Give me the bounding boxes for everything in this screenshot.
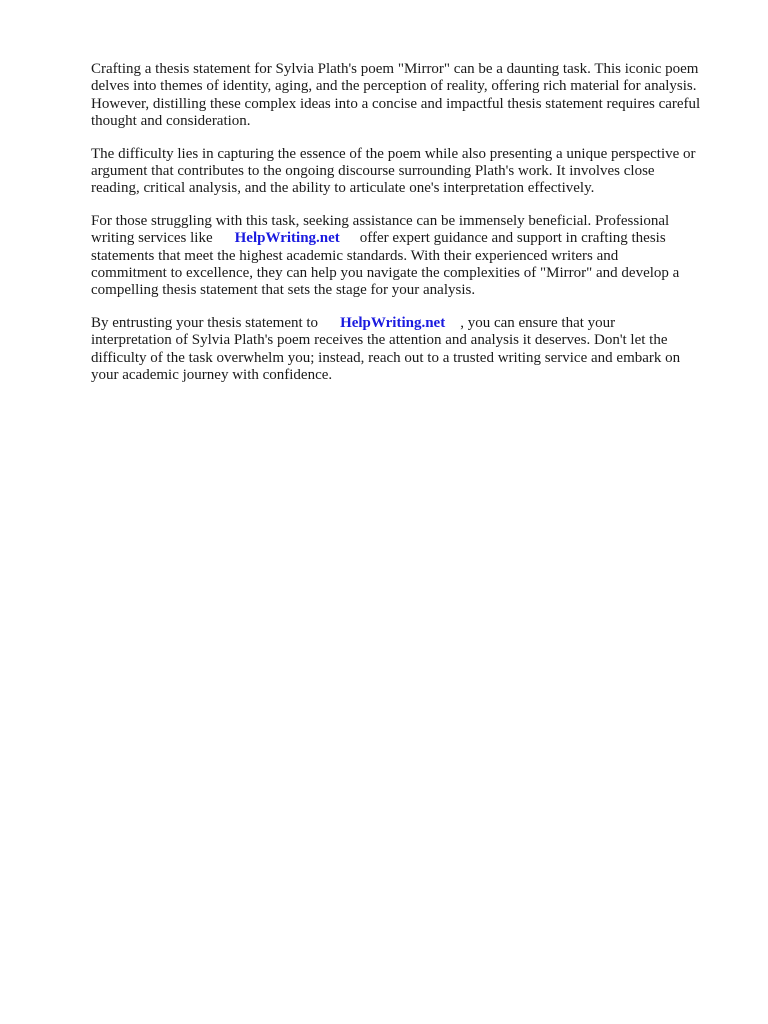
paragraph-assistance (91, 213, 731, 300)
text-line: delves into themes of identity, aging, and the perception of reality, offering rich material for analysis. (91, 78, 697, 95)
text-line-with-link (91, 315, 731, 332)
text-segment: offer expert guidance and support in crafting thesis (359, 230, 666, 247)
text-segment: , you can ensure that your (460, 314, 616, 331)
text-line-with-link (91, 230, 731, 247)
text-segment: By entrusting your thesis statement to (91, 314, 319, 331)
paragraph-conclusion (91, 315, 731, 385)
text-line: your academic journey with confidence. (91, 367, 333, 384)
paragraph-intro (91, 61, 731, 131)
text-line: argument that contributes to the ongoing discourse surrounding Plath's work. It involves close (91, 163, 655, 180)
text-line: interpretation of Sylvia Plath's poem receives the attention and analysis it deserves. Don't let the (91, 332, 668, 349)
text-line: compelling thesis statement that sets the stage for your analysis. (91, 282, 476, 299)
text-segment: writing services like (91, 230, 213, 247)
text-line: For those struggling with this task, seeking assistance can be immensely beneficial. Professional (91, 212, 670, 229)
document-page (91, 61, 731, 400)
text-line: Crafting a thesis statement for Sylvia Plath's poem "Mirror" can be a daunting task. This iconic poem (91, 61, 699, 77)
text-line: difficulty of the task overwhelm you; instead, reach out to a trusted writing service and embark on (91, 349, 681, 366)
text-line: thought and consideration. (91, 113, 251, 130)
text-line: commitment to excellence, they can help you navigate the complexities of "Mirror" and develop a (91, 265, 680, 282)
text-line: reading, critical analysis, and the ability to articulate one's interpretation effectively. (91, 180, 595, 197)
text-line: However, distilling these complex ideas into a concise and impactful thesis statement requires careful (91, 95, 701, 112)
text-line: The difficulty lies in capturing the essence of the poem while also presenting a unique perspective or (91, 145, 696, 162)
text-line: statements that meet the highest academic standards. With their experienced writers and (91, 247, 619, 264)
helpwriting-link[interactable]: HelpWriting.net (234, 230, 340, 247)
paragraph-difficulty (91, 146, 731, 198)
helpwriting-link[interactable]: HelpWriting.net (340, 314, 446, 331)
